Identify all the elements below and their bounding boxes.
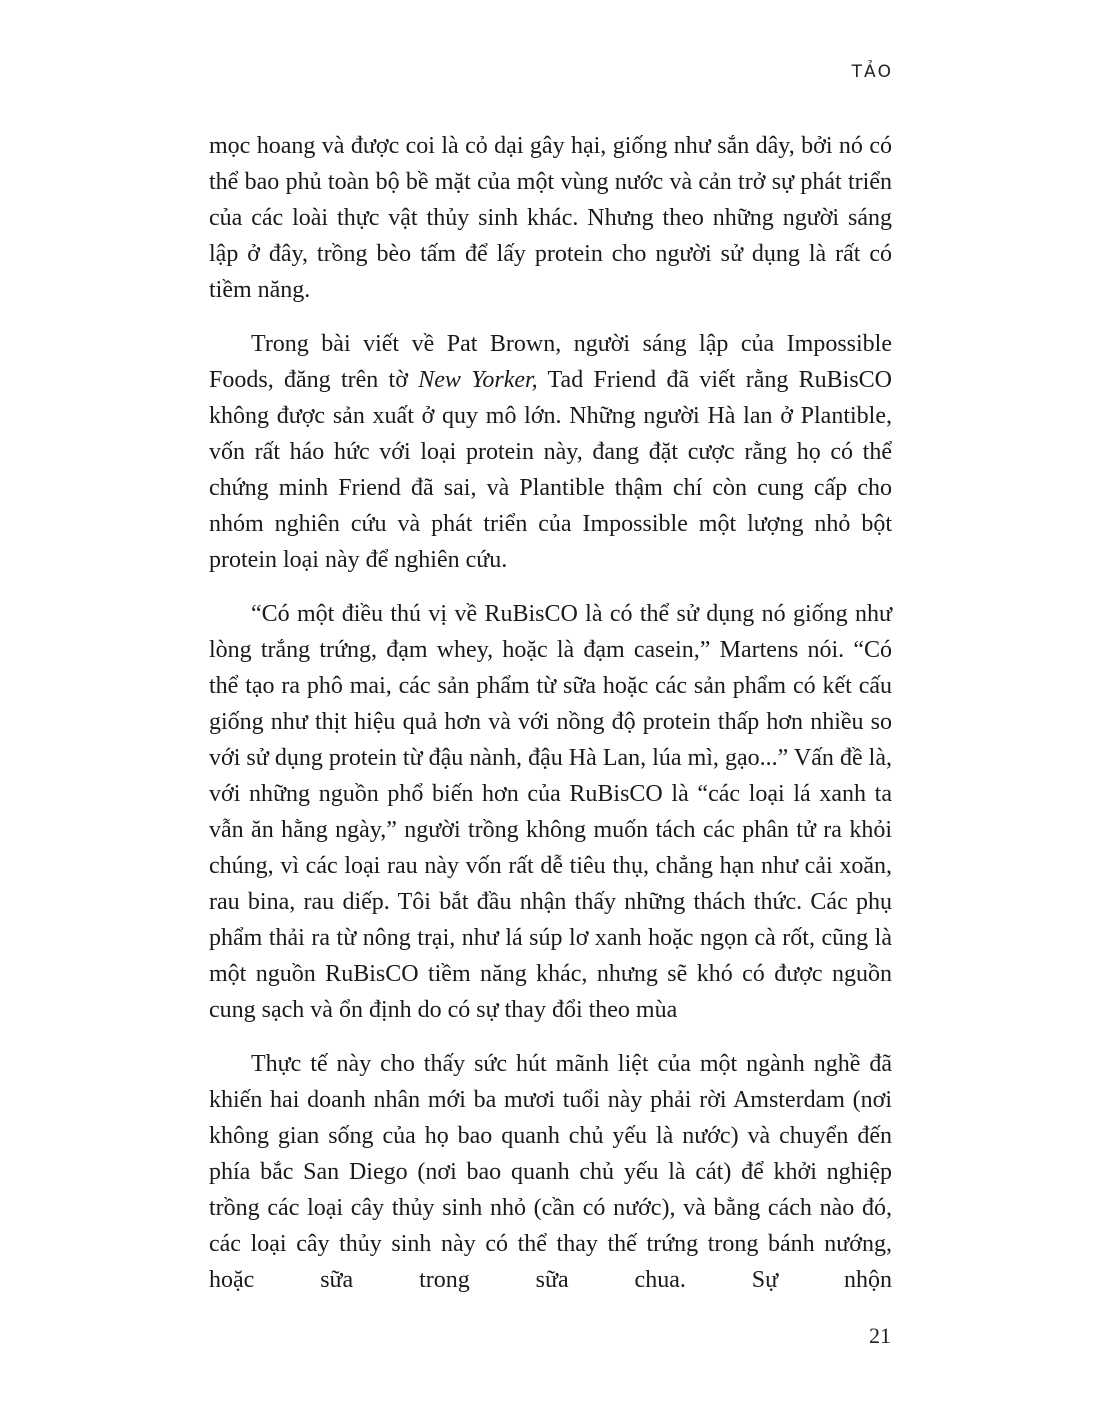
page-number: 21 <box>869 1323 891 1348</box>
publication-name: New Yorker, <box>418 367 538 393</box>
paragraph-2-text-a: Trong bài viết về Pat Brown, người sáng lập của Impossible Foods, đăng trên tờ <box>209 331 892 393</box>
paragraph-2 <box>209 326 892 578</box>
paragraph-2-text-b: Tad Friend đã viết rằng RuBisCO không được sản xuất ở quy mô lớn. Những người Hà lan ở Plantible, vốn rất háo hức với loại protein này, đang đặt cược rằng họ có thể chứng minh Friend đã sai, và Plantible thậm chí còn cung cấp cho nhóm nghiên cứu và phát triển của Impossible một lượng nhỏ bột protein loại này để nghiên cứu. <box>209 367 893 573</box>
paragraph-1: mọc hoang và được coi là cỏ dại gây hại, giống như sắn dây, bởi nó có thể bao phủ toàn bộ bề mặt của một vùng nước và cản trở sự phát triển của các loài thực vật thủy sinh khác. Nhưng theo những người sáng lập ở đây, trồng bèo tấm để lấy protein cho người sử dụng là rất có tiềm năng. <box>209 133 892 303</box>
body-text <box>209 128 892 1298</box>
paragraph-3: “Có một điều thú vị về RuBisCO là có thể sử dụng nó giống như lòng trắng trứng, đạm whey, hoặc là đạm casein,” Martens nói. “Có thể tạo ra phô mai, các sản phẩm từ sữa hoặc các sản phẩm có kết cấu giống như thịt hiệu quả hơn và với nồng độ protein thấp hơn nhiều so với sử dụng protein từ đậu nành, đậu Hà Lan, lúa mì, gạo...” Vấn đề là, với những nguồn phổ biến hơn của RuBisCO là “các loại lá xanh ta vẫn ăn hằng ngày,” người trồng không muốn tách các phân tử ra khỏi chúng, vì các loại rau này vốn rất dễ tiêu thụ, chẳng hạn như cải xoăn, rau bina, rau diếp. Tôi bắt đầu nhận thấy những thách thức. Các phụ phẩm thải ra từ nông trại, như lá súp lơ xanh hoặc ngọn cà rốt, cũng là một nguồn RuBisCO tiềm năng khác, nhưng sẽ khó có được nguồn cung sạch và ổn định do có sự thay đổi theo mùa <box>209 601 892 1023</box>
running-header: TẢO <box>851 62 893 82</box>
page-content <box>209 128 892 1350</box>
paragraph-4: Thực tế này cho thấy sức hút mãnh liệt của một ngành nghề đã khiến hai doanh nhân mới ba mươi tuổi này phải rời Amsterdam (nơi không gian sống của họ bao quanh chủ yếu là nước) và chuyển đến phía bắc San Diego (nơi bao quanh chủ yếu là cát) để khởi nghiệp trồng các loại cây thủy sinh nhỏ (cần có nước), và bằng cách nào đó, các loại cây thủy sinh này có thể thay thế trứng trong bánh nướng, hoặc sữa trong sữa chua. Sự nhộn <box>209 1051 892 1293</box>
